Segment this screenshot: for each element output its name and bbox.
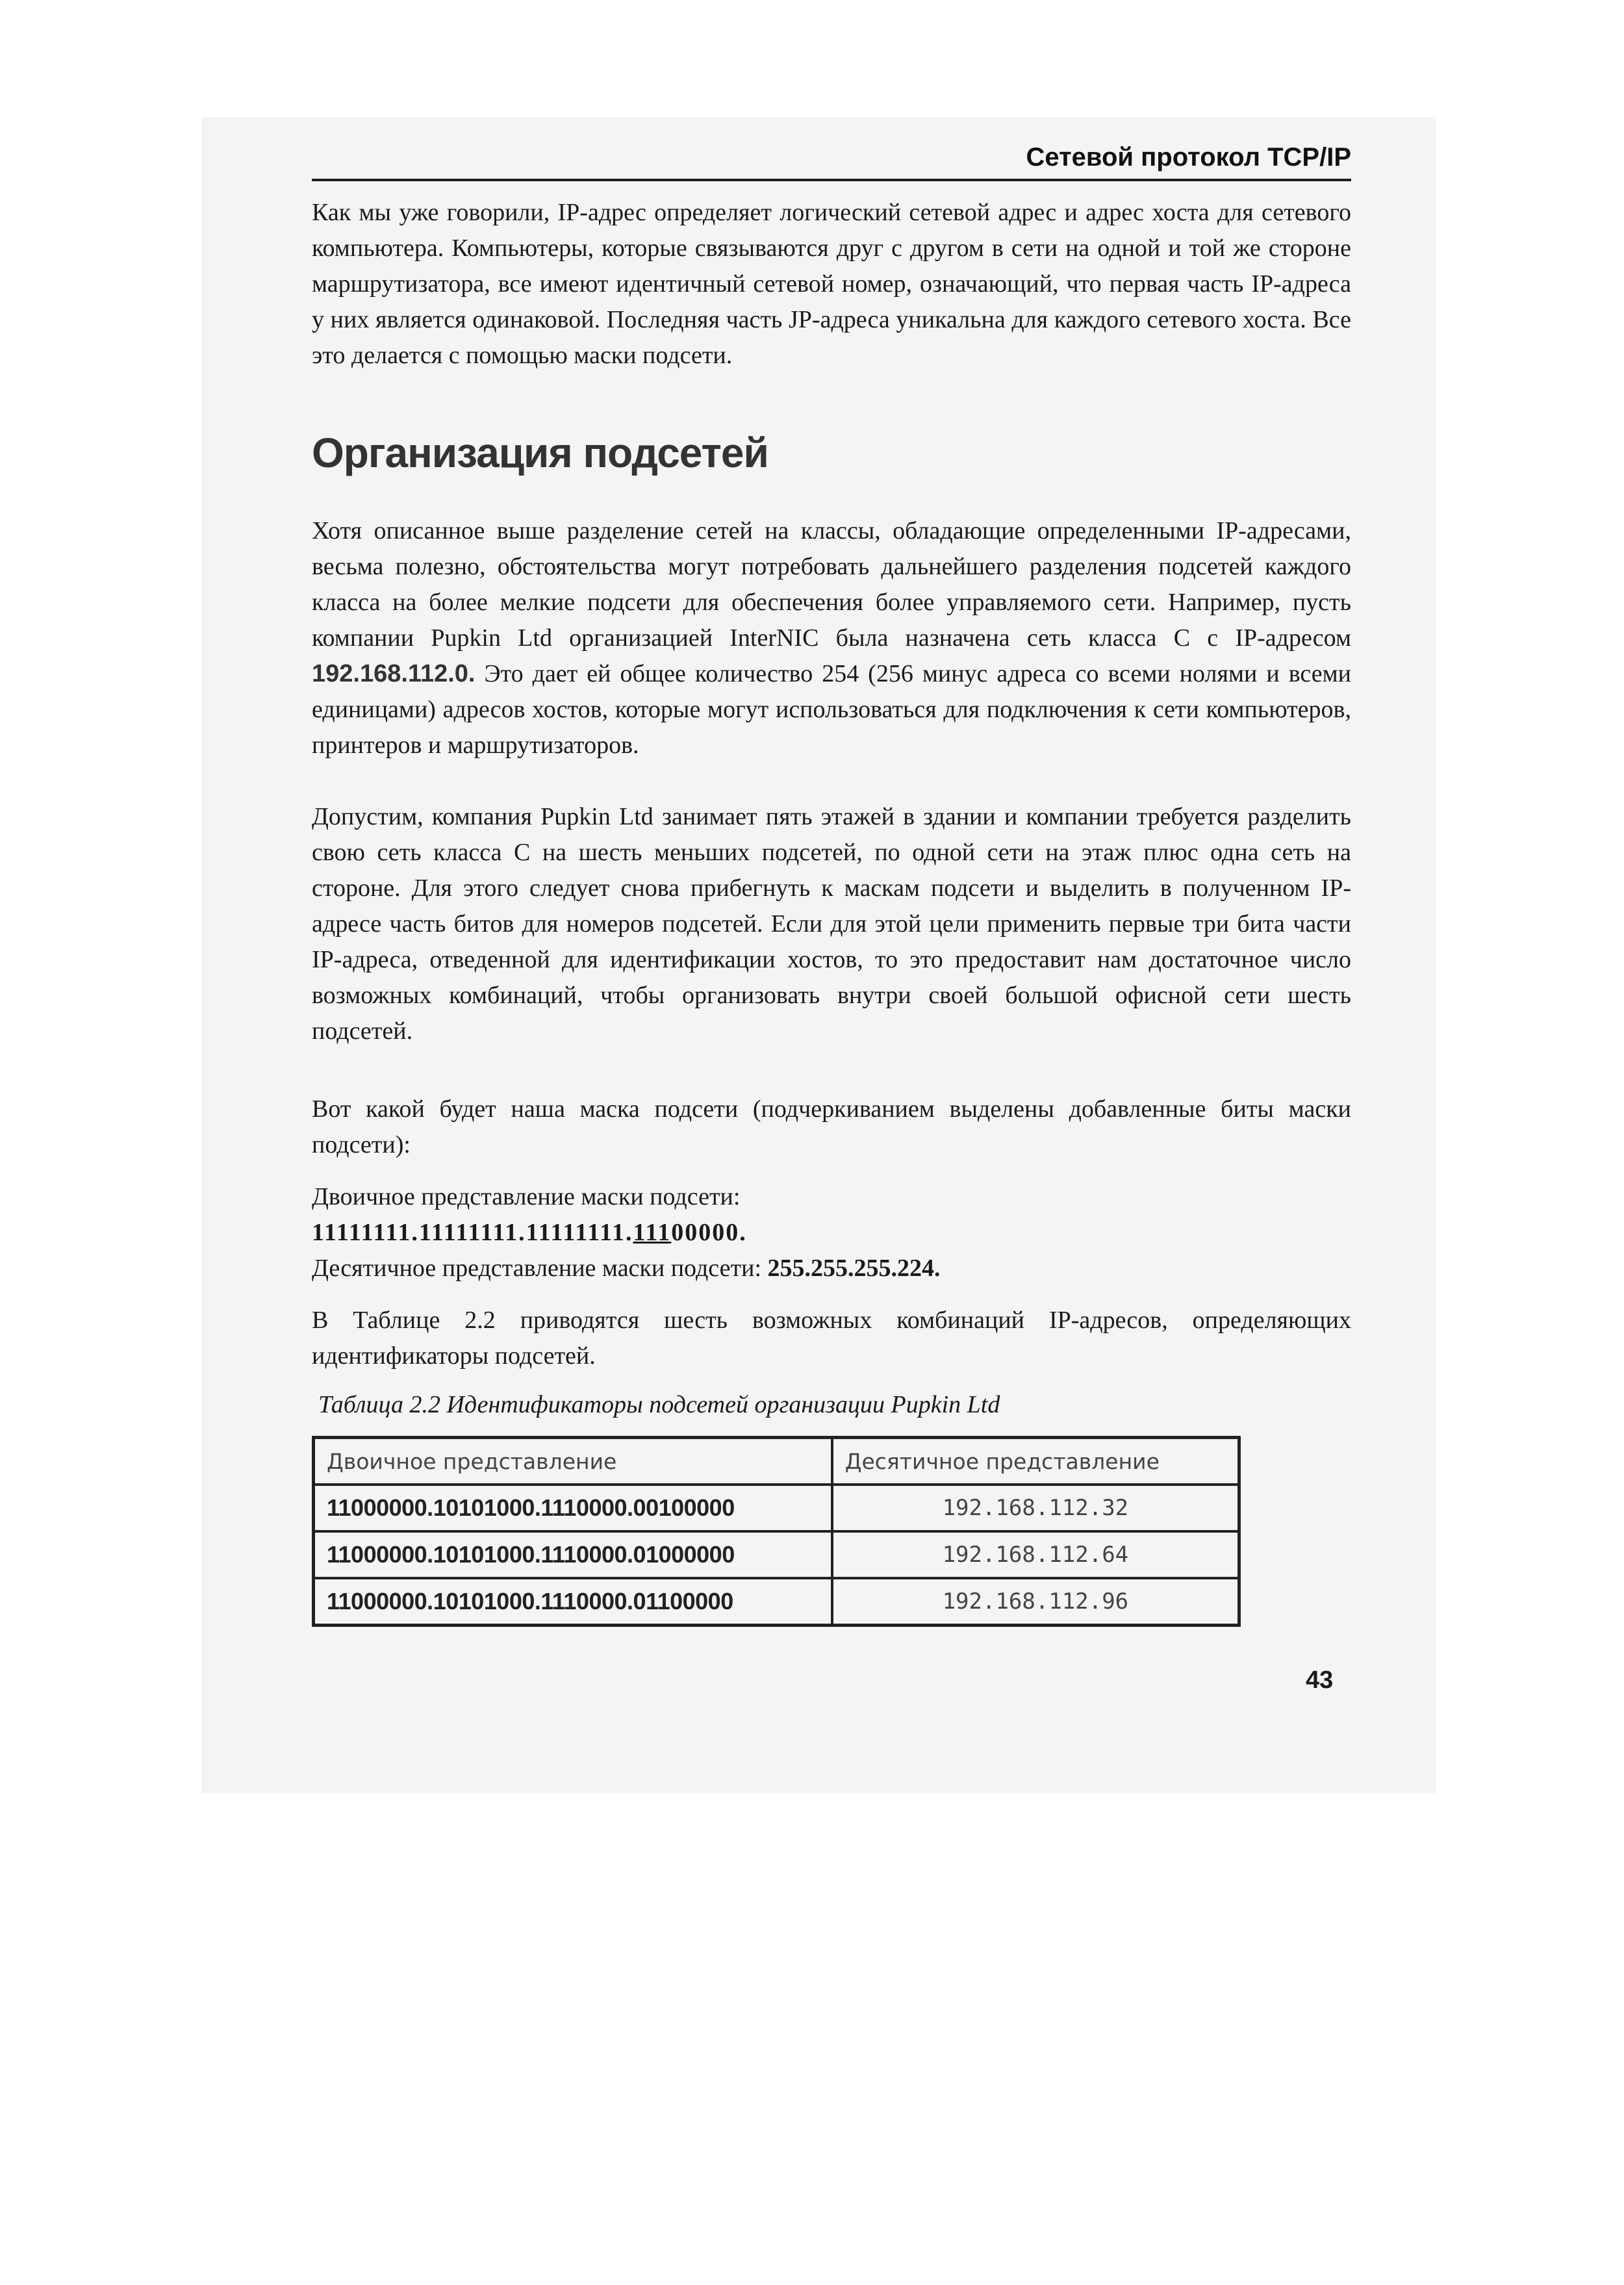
decimal-cell: 192.168.112.64	[832, 1531, 1239, 1578]
decimal-mask-label: Десятичное представление маски подсети:	[312, 1255, 768, 1282]
binary-mask-label: Двоичное представление маски подсети:	[312, 1183, 741, 1210]
paragraph-mask-intro: Вот какой будет наша маска подсети (подчеркиванием выделены добавленные биты маски подсети):	[312, 1095, 1351, 1158]
table-row	[314, 1485, 1239, 1531]
paragraph-subnetting-intro	[312, 513, 1351, 763]
subnet-table	[312, 1436, 1241, 1627]
decimal-mask-value: 255.255.255.224.	[767, 1255, 941, 1282]
paragraph-table-intro: В Таблице 2.2 приводятся шесть возможных комбинаций IP-адресов, определяющих идентификаторы подсетей.	[312, 1307, 1351, 1370]
binary-cell: 11000000.10101000.1110000.00100000	[314, 1485, 832, 1531]
table-header-row	[314, 1438, 1239, 1485]
mask-added-bits: 111	[633, 1219, 672, 1246]
paragraph-text: Это дает ей общее количество 254 (256 минус адреса со всеми нолями и всеми единицами) адресов хостов, которые могут использоваться для подключения к сети компьютеров, принтеров и маршрутизаторов.	[312, 660, 1351, 759]
table-row	[314, 1578, 1239, 1626]
page-number: 43	[1306, 1666, 1334, 1694]
paragraph-ip-address: Как мы уже говорили, IP-адрес определяет логический сетевой адрес и адрес хоста для сетевого компьютера. Компьютеры, которые связываются друг с другом в сети на одной и той же стороне маршрутизатора, все имеют идентичный сетевой номер, означающий, что первая часть IP-адреса у них является одинаковой. Последняя часть JP-адреса уникальна для каждого сетевого хоста. Все это делается с помощью маски подсети.	[312, 199, 1351, 369]
running-header: Сетевой протокол TCP/IP	[312, 143, 1351, 181]
decimal-mask-line	[312, 1251, 1351, 1286]
mask-part: 00000.	[671, 1219, 747, 1246]
column-header-decimal: Десятичное представление	[832, 1438, 1239, 1485]
table-caption: Таблица 2.2 Идентификаторы подсетей организации Pupkin Ltd	[318, 1391, 1000, 1418]
network-ip: 192.168.112.0.	[312, 660, 476, 687]
column-header-binary: Двоичное представление	[314, 1438, 832, 1485]
decimal-cell: 192.168.112.32	[832, 1485, 1239, 1531]
table-row	[314, 1531, 1239, 1578]
binary-cell: 11000000.10101000.1110000.01100000	[314, 1578, 832, 1626]
paragraph-pupkin-example: Допустим, компания Pupkin Ltd занимает пять этажей в здании и компании требуется разделить свою сеть класса С на шесть меньших подсетей, по одной сети на этаж плюс одна сеть на стороне. Для этого следует снова прибегнуть к маскам подсети и выделить в полученном IP-адресе часть битов для номеров подсетей. Если для этой цели применить первые три бита части IP-адреса, отведенной для идентификации хостов, то это предоставит нам достаточное число возможных комбинаций, чтобы организовать внутри своей большой офисной сети шесть подсетей.	[312, 803, 1351, 1045]
decimal-cell: 192.168.112.96	[832, 1578, 1239, 1626]
binary-mask-block	[312, 1179, 1351, 1251]
paragraph-text: Хотя описанное выше разделение сетей на классы, обладающие определенными IP-адресами, весьма полезно, обстоятельства могут потребовать дальнейшего разделения подсетей каждого класса на более мелкие подсети для обеспечения более управляемого сети. Например, пусть компании Pupkin Ltd организацией InterNIC была назначена сеть класса С с IP-адресом	[312, 517, 1351, 652]
section-title: Организация подсетей	[312, 429, 768, 476]
mask-part: 11111111.11111111.11111111.	[312, 1219, 633, 1246]
binary-mask-value	[312, 1215, 1351, 1251]
binary-cell: 11000000.10101000.1110000.01000000	[314, 1531, 832, 1578]
